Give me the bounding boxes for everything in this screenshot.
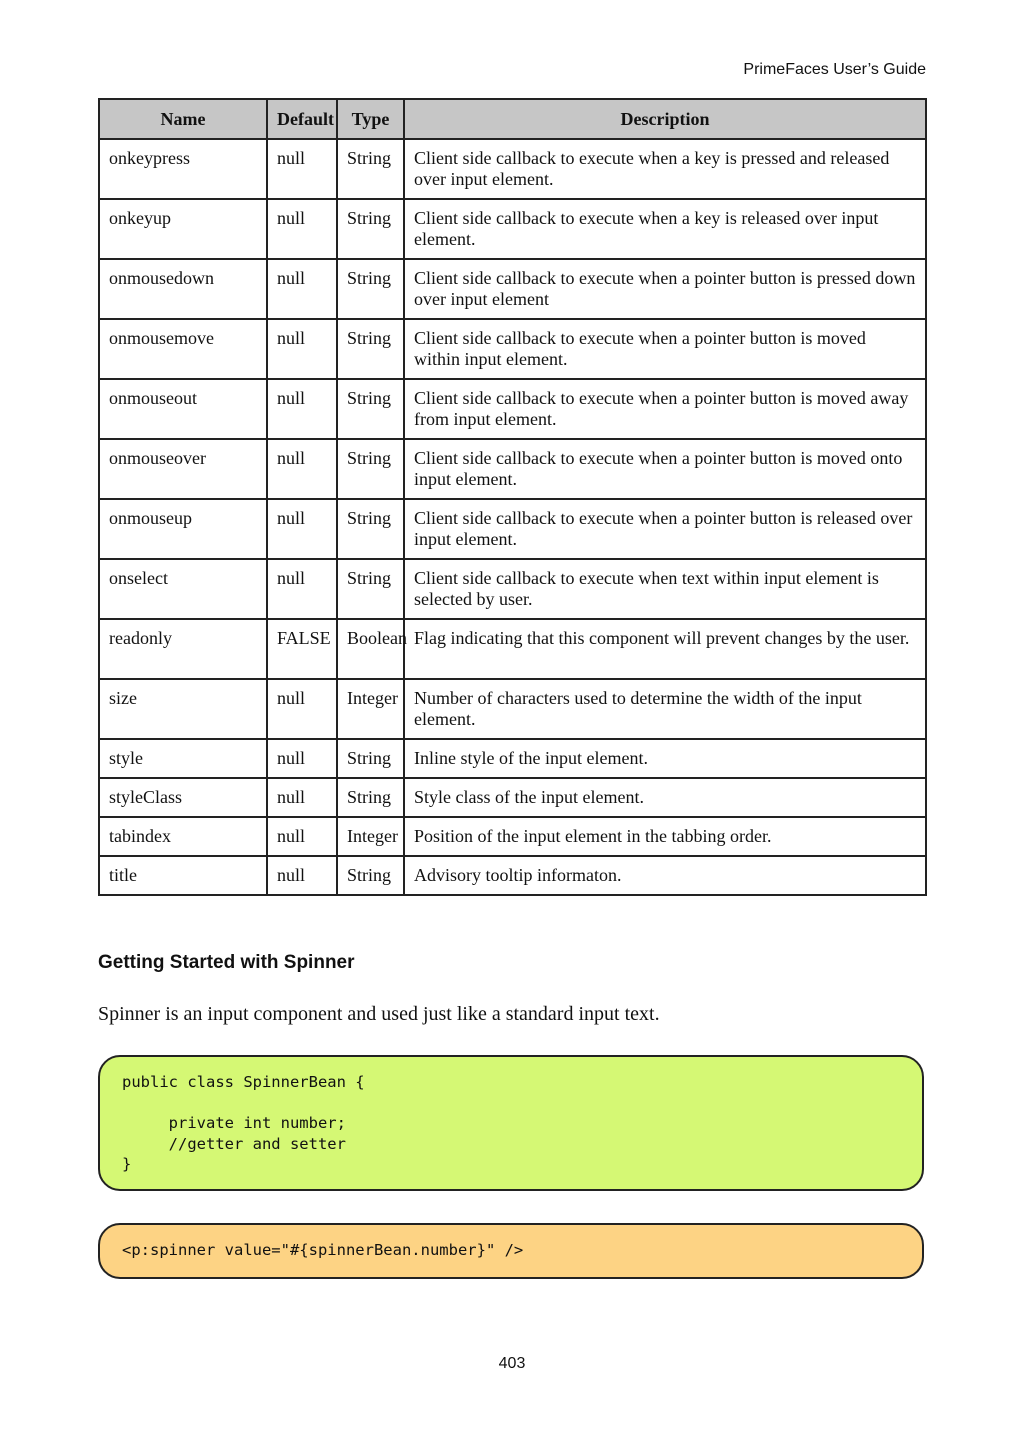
cell-type: String [337,319,404,379]
cell-description: Inline style of the input element. [404,739,926,778]
column-header-name: Name [99,99,267,139]
table-row [99,319,926,379]
cell-type: String [337,379,404,439]
cell-type: String [337,259,404,319]
cell-name: styleClass [99,778,267,817]
cell-default: null [267,319,337,379]
table-header-row [99,99,926,139]
cell-default: null [267,139,337,199]
cell-description: Client side callback to execute when a pointer button is pressed down over input element [404,259,926,319]
table-row [99,739,926,778]
column-header-description: Description [404,99,926,139]
cell-name: onselect [99,559,267,619]
body-paragraph: Spinner is an input component and used just like a standard input text. [98,1003,660,1025]
table-row [99,679,926,739]
cell-default: null [267,559,337,619]
column-header-default: Default [267,99,337,139]
cell-type: String [337,499,404,559]
cell-default: null [267,739,337,778]
table-row [99,778,926,817]
page-number: 403 [498,1355,526,1372]
cell-name: onmouseover [99,439,267,499]
table-row [99,259,926,319]
cell-default: FALSE [267,619,337,679]
cell-description: Client side callback to execute when a pointer button is moved onto input element. [404,439,926,499]
cell-default: null [267,379,337,439]
cell-description: Number of characters used to determine the width of the input element. [404,679,926,739]
cell-name: onmousedown [99,259,267,319]
cell-type: String [337,439,404,499]
cell-description: Client side callback to execute when a pointer button is moved within input element. [404,319,926,379]
table-row [99,139,926,199]
table-row [99,499,926,559]
cell-name: onmouseup [99,499,267,559]
cell-type: Boolean [337,619,404,679]
java-code-block [98,1055,924,1191]
cell-type: String [337,559,404,619]
cell-description: Client side callback to execute when a pointer button is moved away from input element. [404,379,926,439]
cell-type: String [337,856,404,895]
cell-default: null [267,778,337,817]
cell-description: Client side callback to execute when a key is released over input element. [404,199,926,259]
cell-description: Client side callback to execute when text within input element is selected by user. [404,559,926,619]
cell-name: size [99,679,267,739]
cell-name: style [99,739,267,778]
section-heading: Getting Started with Spinner [98,952,355,973]
table-row [99,856,926,895]
cell-type: String [337,199,404,259]
cell-description: Style class of the input element. [404,778,926,817]
cell-name: readonly [99,619,267,679]
cell-name: onmouseout [99,379,267,439]
attributes-table [98,98,927,896]
column-header-type: Type [337,99,404,139]
code-line: private int number; [122,1114,346,1132]
code-line: //getter and setter [122,1134,346,1153]
code-line: public class SpinnerBean { [122,1073,365,1091]
code-line [122,1093,900,1114]
cell-type: Integer [337,679,404,739]
cell-type: Integer [337,817,404,856]
cell-description: Client side callback to execute when a pointer button is released over input element. [404,499,926,559]
xhtml-code-block [98,1223,924,1279]
code-line: <p:spinner value="#{spinnerBean.number}" /> [122,1241,524,1259]
cell-type: String [337,778,404,817]
cell-type: String [337,139,404,199]
table-row [99,619,926,679]
code-line: } [122,1155,132,1173]
table-row [99,379,926,439]
cell-default: null [267,199,337,259]
cell-description: Position of the input element in the tabbing order. [404,817,926,856]
cell-type: String [337,739,404,778]
table-row [99,439,926,499]
running-header: PrimeFaces User’s Guide [743,61,926,78]
cell-name: onkeypress [99,139,267,199]
cell-default: null [267,856,337,895]
table-row [99,817,926,856]
cell-name: title [99,856,267,895]
cell-description: Client side callback to execute when a key is pressed and released over input element. [404,139,926,199]
cell-name: tabindex [99,817,267,856]
table-row [99,559,926,619]
cell-default: null [267,439,337,499]
table-row [99,199,926,259]
cell-name: onkeyup [99,199,267,259]
cell-default: null [267,679,337,739]
cell-default: null [267,259,337,319]
cell-default: null [267,817,337,856]
cell-description: Flag indicating that this component will prevent changes by the user. [404,619,926,679]
cell-default: null [267,499,337,559]
cell-name: onmousemove [99,319,267,379]
cell-description: Advisory tooltip informaton. [404,856,926,895]
